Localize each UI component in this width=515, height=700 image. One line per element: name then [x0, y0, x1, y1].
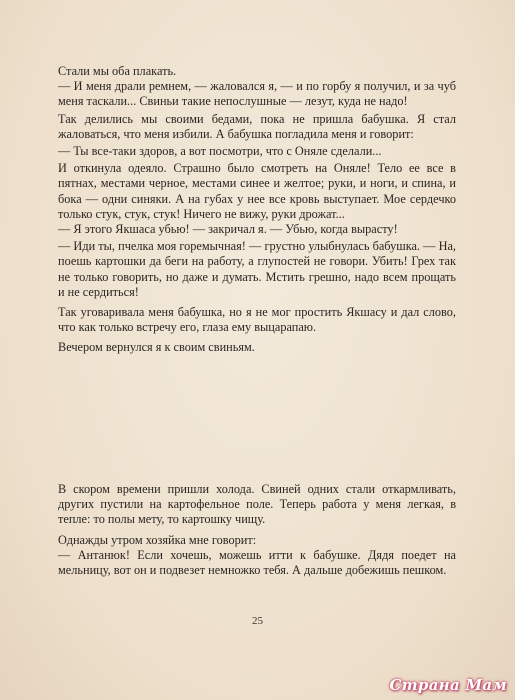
- paragraph: В скором времени пришли холода. Свиней одних стали откармливать, других пустили на картофельное поле. Теперь работа у меня легкая, в тепле: то полы мету, то картошку чищу.: [58, 482, 456, 527]
- paragraph: Стали мы оба плакать.: [58, 64, 177, 78]
- paragraph: — Иди ты, пчелка моя горемычная! — грустно улыбнулась бабушка. — На, поешь картошки да беги на работу, а глупостей не говори. Убить! Грех так не только говорить, но даже и думать. Мстить грешно, надо всем прощать и не сердиться!: [58, 239, 456, 299]
- paragraph: Вечером вернулся я к своим свиньям.: [58, 340, 255, 355]
- paragraph: — Я этого Якшаса убью! — закричал я. — Убью, когда вырасту!: [58, 222, 398, 237]
- site-watermark-logo: Страна Мам: [389, 676, 507, 694]
- paragraph: Однажды утром хозяйка мне говорит:: [58, 532, 257, 547]
- paragraph: Так уговаривала меня бабушка, но я не мог простить Якшасу и дал слово, что как только встречу его, глаза ему выцарапаю.: [58, 305, 456, 335]
- section-two: [58, 482, 456, 578]
- page-number: 25: [252, 615, 263, 627]
- section-one: [58, 64, 456, 356]
- paragraph: — Ты все-таки здоров, а вот посмотри, что с Оняле сделали...: [58, 144, 382, 159]
- paragraph: И откинула одеяло. Страшно было смотреть на Оняле! Тело ее все в пятнах, местами черное, местами синее и желтое; руки, и ноги, и спина, и бока — одни синяки. А на губах у нее все кровь выступает. Мое сердечко только стук, стук, стук! Ничего не вижу, руки дрожат...: [58, 161, 456, 221]
- paragraph: — И меня драли ремнем, — жаловался я, — и по горбу я получил, и за чуб меня таскали... Свиньи такие непослушные — лезут, куда не надо!: [58, 79, 456, 109]
- paragraph: — Антанюк! Если хочешь, можешь итти к бабушке. Дядя поедет на мельницу, вот он и подвезет немножко тебя. А дальше добежишь пешком.: [58, 547, 456, 578]
- paragraph: Так делились мы своими бедами, пока не пришла бабушка. Я стал жаловаться, что меня избили. А бабушка погладила меня и говорит:: [58, 111, 456, 141]
